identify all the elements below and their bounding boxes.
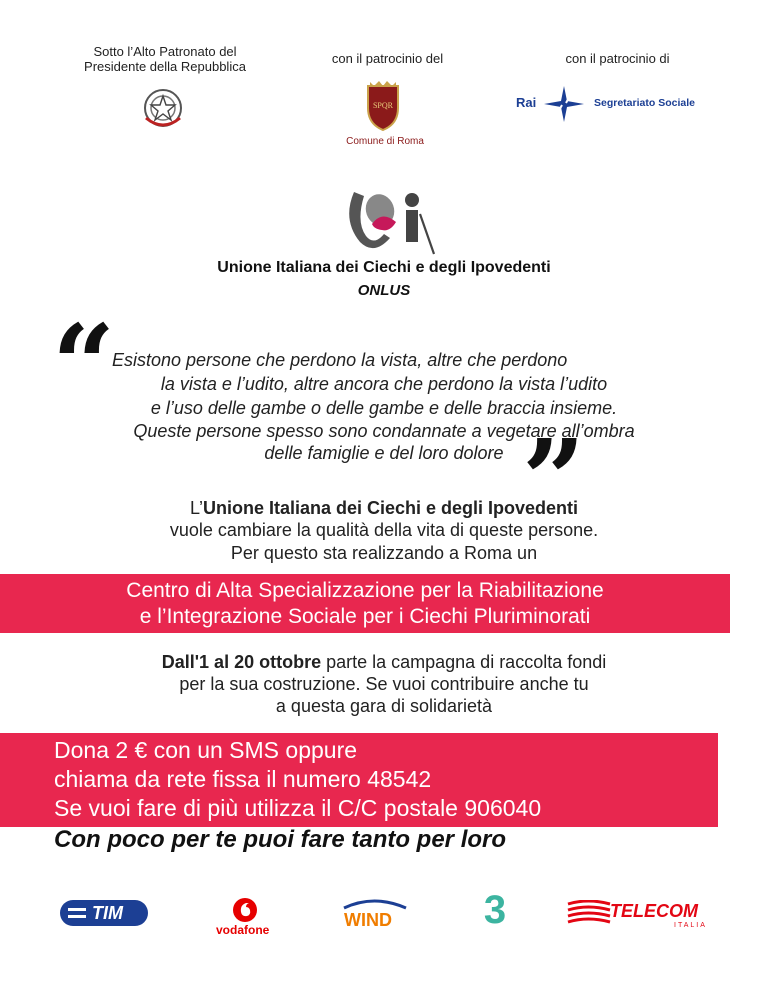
tim-name: TIM (92, 903, 123, 923)
vodafone-logo (212, 898, 278, 940)
intro-line1 (84, 498, 684, 519)
quote-line2: la vista e l’udito, altre ancora che perdono la vista l’udito (160, 374, 608, 394)
vodafone-speechmark-icon (233, 898, 257, 922)
quote-line1: Esistono persone che perdono la vista, altre che perdono (112, 350, 568, 370)
telecom-name: TELECOM (610, 901, 698, 921)
comune-roma-crest-icon (362, 78, 404, 132)
comune-name: Comune di Roma (346, 136, 424, 147)
donate-band (0, 733, 718, 827)
uici-onlus: ONLUS (357, 282, 411, 299)
telecom-logo (566, 900, 712, 934)
close-quote-mark: ” (522, 415, 586, 544)
donate-line3: Se vuoi fare di più utilizza il C/C postale 906040 (54, 795, 542, 821)
campaign-line2: per la sua costruzione. Se vuoi contribuire anche tu (179, 674, 589, 694)
patronage-president (60, 44, 270, 74)
rai-logo (516, 86, 716, 122)
center-band-line1: Centro di Alta Specializzazione per la Riabilitazione (126, 579, 604, 602)
uici-name: Unione Italiana dei Ciechi e degli Ipovedenti (217, 259, 551, 276)
rai-label: con il patrocinio di (565, 51, 670, 66)
center-band (0, 574, 730, 633)
quote-line4: Queste persone spesso sono condannate a vegetare all’ombra (133, 421, 635, 441)
intro-prefix: L’ (189, 498, 203, 518)
slogan: Con poco per te puoi fare tanto per loro (54, 826, 507, 853)
president-line1: Sotto l’Alto Patronato del (93, 44, 237, 59)
vodafone-name: vodafone (216, 923, 270, 937)
tre-logo: 3 (483, 888, 507, 932)
campaign-line3: a questa gara di solidarietà (275, 696, 493, 716)
rai-star-icon (544, 86, 584, 122)
donate-line1: Dona 2 € con un SMS oppure (54, 737, 358, 763)
campaign-line1 (64, 652, 704, 673)
telecom-sub: ITALIA (674, 922, 707, 929)
wind-logo (340, 898, 410, 932)
open-quote-mark: “ (52, 300, 116, 429)
intro-line2: vuole cambiare la qualità della vita di queste persone. (169, 520, 599, 540)
wind-name: WIND (344, 910, 392, 930)
donate-line2: chiama da rete fissa il numero 48542 (54, 766, 432, 792)
comune-label: con il patrocinio del (331, 51, 444, 66)
quote-line3: e l’uso delle gambe o delle gambe e delle braccia insieme. (150, 398, 618, 418)
uici-logo (338, 188, 438, 256)
rai-sub: Segretariato Sociale (594, 97, 695, 109)
italy-emblem-icon (138, 84, 188, 134)
telecom-stripes-icon (566, 900, 612, 924)
intro-org: Unione Italiana dei Ciechi e degli Ipovedenti (202, 498, 579, 518)
campaign-dates: Dall'1 al 20 ottobre (161, 652, 322, 672)
tim-logo (60, 900, 148, 926)
rai-name: Rai (516, 95, 537, 110)
center-band-line2: e l’Integrazione Sociale per i Ciechi Pluriminorati (139, 605, 591, 628)
intro-line3: Per questo sta realizzando a Roma un (230, 543, 538, 563)
campaign-line1-rest: parte la campagna di raccolta fondi (321, 652, 607, 672)
president-line2: Presidente della Repubblica (84, 59, 246, 74)
comune-crest-text: SPQR (372, 101, 394, 110)
quote-line5: delle famiglie e del loro dolore (264, 443, 504, 463)
